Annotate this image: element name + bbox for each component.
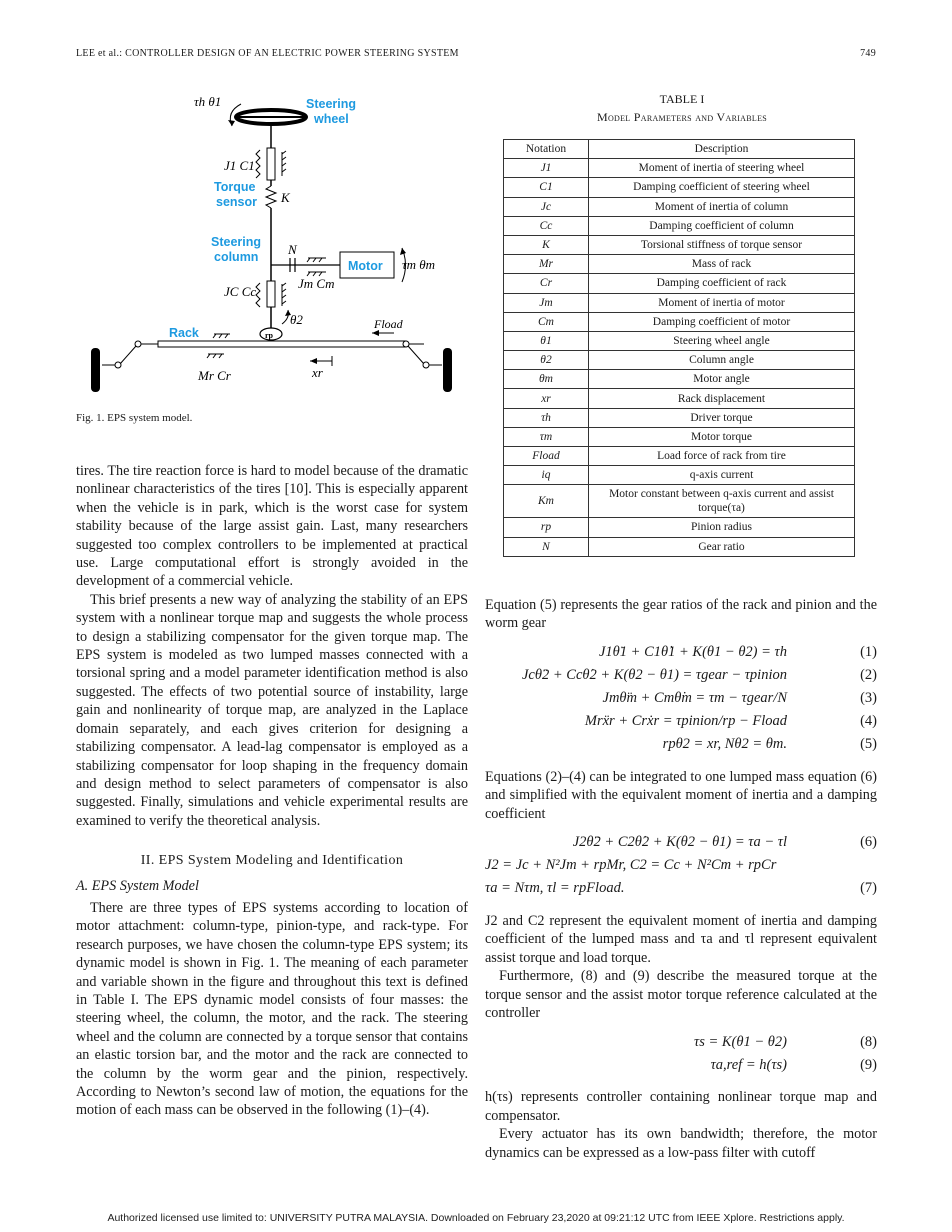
table-row (504, 351, 855, 370)
equation-number: (1) (860, 644, 877, 661)
paragraph: Equation (5) represents the gear ratios of the rack and pinion and the worm gear (485, 597, 877, 632)
description-cell: Moment of inertia of column (589, 197, 855, 216)
description-cell: Rack displacement (589, 389, 855, 408)
equation-body: τs = K(θ1 − θ2) (694, 1033, 787, 1050)
notation-cell: Cc (504, 216, 589, 235)
label-rack: Rack (169, 326, 199, 340)
label-torque-sensor-2: sensor (216, 195, 257, 209)
equation-group-1-5 (485, 641, 877, 756)
equation (485, 831, 877, 854)
notation-cell: Mr (504, 255, 589, 274)
paragraph: Every actuator has its own bandwidth; therefore, the motor dynamics can be expressed as a low-pass filter with cutoff (485, 1126, 877, 1161)
header-description: Description (589, 140, 855, 159)
equation-body: Jcθ̈2 + Ccθ̇2 + K(θ2 − θ1) = τgear − τpinion (522, 667, 787, 684)
table-row (504, 159, 855, 178)
description-cell: Damping coefficient of column (589, 216, 855, 235)
table-subtitle: Model Parameters and Variables (596, 110, 767, 124)
page-number: 749 (860, 48, 876, 59)
tire-left (91, 348, 100, 392)
description-cell: Pinion radius (589, 518, 855, 537)
label-fload: Fload (374, 317, 403, 331)
table-row (504, 178, 855, 197)
equation-number: (5) (860, 736, 877, 753)
equation (485, 687, 877, 710)
equation-body: τa,ref = h(τs) (710, 1056, 787, 1073)
shaft-block-lower (267, 281, 275, 307)
paragraph: h(τs) represents controller containing nonlinear torque map and compensator. (485, 1089, 877, 1124)
equation-body: rpθ2 = xr, Nθ2 = θm. (662, 736, 787, 753)
label-tau-m-theta-m: τm θm (402, 257, 436, 272)
table-header-row (504, 140, 855, 159)
label-steering-wheel-1: Steering (306, 97, 357, 111)
notation-cell: τm (504, 427, 589, 446)
table-row (504, 235, 855, 254)
description-cell: Motor torque (589, 427, 855, 446)
description-cell: Damping coefficient of rack (589, 274, 855, 293)
equation-number: (4) (860, 713, 877, 730)
shaft-block-upper (267, 148, 275, 180)
equation-body: τa = Nτm, τl = rpFload. (485, 880, 625, 897)
notation-cell: xr (504, 389, 589, 408)
equation (485, 877, 877, 900)
table-row (504, 427, 855, 446)
equation-group-8-9 (485, 1030, 877, 1076)
label-k: K (281, 190, 290, 205)
table-row (504, 389, 855, 408)
label-xr: xr (312, 365, 323, 380)
description-cell: Load force of rack from tire (589, 447, 855, 466)
header-notation: Notation (504, 140, 589, 159)
notation-cell: Cm (504, 312, 589, 331)
table-row (504, 466, 855, 485)
notation-cell: Km (504, 485, 589, 518)
label-theta2: θ2 (290, 312, 303, 327)
description-cell: Moment of inertia of steering wheel (589, 159, 855, 178)
label-j1c1: J1 C1 (224, 158, 255, 173)
label-rp: rp (265, 331, 273, 340)
equation-number: (7) (860, 880, 877, 897)
label-steering-column-1: Steering (211, 235, 262, 249)
description-cell: Motor angle (589, 370, 855, 389)
table-title: TABLE I (659, 92, 705, 106)
equation (485, 641, 877, 664)
description-cell: Torsional stiffness of torque sensor (589, 235, 855, 254)
notation-cell: Jm (504, 293, 589, 312)
equation (485, 1030, 877, 1053)
equation (485, 854, 877, 877)
equation-number: (9) (860, 1056, 877, 1073)
equation-body: J1θ̈1 + C1θ̇1 + K(θ1 − θ2) = τh (598, 644, 787, 661)
notation-cell: N (504, 537, 589, 556)
label-steering-wheel-2: wheel (314, 112, 349, 126)
damper-upper (256, 150, 260, 178)
table-row (504, 255, 855, 274)
notation-cell: Cr (504, 274, 589, 293)
notation-cell: θ2 (504, 351, 589, 370)
table-row (504, 370, 855, 389)
paragraph: There are three types of EPS systems according to location of motor attachment: column-type, pinion-type, and rack-type. For research purposes, we have chosen the column-type EPS system; its dynamic model is shown in Fig. 1. The meaning of each parameter and variable shown in the figure and throughout this text is defined in Table I. The EPS dynamic model consists of four masses: the steering wheel, the column, the motor, and the rack. The steering wheel and the column are connected by a torque sensor that contains an elastic torsion bar, and the motor and the rack are connected to the column by the worm gear and the pinion, respectively. According to Newton’s second law of motion, the equations for the motion of each mass can be observed in the following (1)–(4). (76, 899, 468, 1119)
description-cell: q-axis current (589, 466, 855, 485)
notation-cell: θm (504, 370, 589, 389)
equation-number: (6) (860, 834, 877, 851)
table-row (504, 216, 855, 235)
description-cell: Damping coefficient of steering wheel (589, 178, 855, 197)
label-steering-column-2: column (214, 250, 259, 264)
table-row (504, 274, 855, 293)
paragraph: Equations (2)–(4) can be integrated to one lumped mass equation (6) and simplified with the equivalent moment of inertia and a damping coefficient (485, 768, 877, 822)
table-row (504, 408, 855, 427)
joint-left-outer (115, 362, 121, 368)
equation-number: (8) (860, 1033, 877, 1050)
rack-bar (158, 341, 406, 347)
label-jccc: JC Cc (224, 284, 257, 299)
label-motor: Motor (348, 259, 383, 273)
paragraph: Furthermore, (8) and (9) describe the measured torque at the torque sensor and the assist motor torque reference calculated at the controller (485, 968, 877, 1022)
paragraph: J2 and C2 represent the equivalent moment of inertia and damping coefficient of the lumped mass and τa and τl represent equivalent assist torque and load torque. (485, 913, 877, 966)
description-cell: Column angle (589, 351, 855, 370)
equation-number: (2) (860, 667, 877, 684)
label-tau-theta1: τh θ1 (194, 94, 222, 109)
ground-lower (282, 283, 286, 306)
joint-right-outer (423, 362, 429, 368)
label-n: N (288, 242, 297, 257)
table-caption (487, 90, 877, 126)
description-cell: Mass of rack (589, 255, 855, 274)
table-row (504, 197, 855, 216)
torque-sensor-spring (266, 186, 276, 208)
subsection-title: A. EPS System Model (76, 877, 199, 894)
notation-cell: θ1 (504, 331, 589, 350)
equation-number: (3) (860, 690, 877, 707)
table-row (504, 331, 855, 350)
damper-lower (256, 283, 260, 307)
equation-body: Mrẍr + Crẋr = τpinion/rp − Fload (584, 713, 787, 730)
equation (485, 1053, 877, 1076)
table-row (504, 537, 855, 556)
left-column (76, 462, 468, 1120)
rack-ground-top (213, 334, 230, 338)
figure-caption: Fig. 1. EPS system model. (76, 412, 193, 424)
notation-cell: τh (504, 408, 589, 427)
equation-group-6-7 (485, 831, 877, 900)
equation (485, 710, 877, 733)
paragraph: This brief presents a new way of analyzing the stability of an EPS system with a nonlinear torque map and suggests the whole process to design a stabilizing compensator for the given torque map. The EPS system is modeled as two lumped masses connected with a torsional spring and a model parameter identification method is also suggested. The effects of two potential source of instability, large gain and nonlinearity of torque map, are analyzed in the Laplace domain separately, and each gives criterion for designing a stabilizing compensator. A lead-lag compensator is employed as a stabilizing compensator for loop shaping in the frequency domain and design method to select parameters of compensator is also suggested. Finally, simulations and vehicle experimental results are examined to verify the theoretical analysis. (76, 591, 468, 829)
notation-cell: J1 (504, 159, 589, 178)
ground-upper (282, 151, 286, 176)
label-mrcr: Mr Cr (198, 368, 231, 383)
description-cell: Damping coefficient of motor (589, 312, 855, 331)
notation-cell: Fload (504, 447, 589, 466)
license-footer: Authorized licensed use limited to: UNIVERSITY PUTRA MALAYSIA. Downloaded on February 23,2020 at 09:21:12 UTC from IEEE Xplore. Restrictions apply. (107, 1212, 845, 1224)
description-cell: Driver torque (589, 408, 855, 427)
equation-body: Jmθ̈m + Cmθ̇m = τm − τgear/N (602, 690, 787, 707)
notation-cell: K (504, 235, 589, 254)
paragraph: tires. The tire reaction force is hard to model because of the dramatic nonlinear characteristics of the tires [10]. This is especially apparent when the vehicle is in park, which is the worst case for system stability because of the large assist gain. Last, many researchers suggested too complex controllers to be implemented at practical use. Large computational effort is strongly avoided in the development of a commercial vehicle. (76, 463, 468, 590)
notation-cell: Jc (504, 197, 589, 216)
equation (485, 733, 877, 756)
notation-cell: rp (504, 518, 589, 537)
section-title: II. EPS System Modeling and Identification (140, 853, 404, 869)
notation-cell: iq (504, 466, 589, 485)
notation-cell: C1 (504, 178, 589, 197)
eps-system-figure (76, 88, 476, 408)
table-row (504, 447, 855, 466)
table-row (504, 518, 855, 537)
running-header: LEE et al.: CONTROLLER DESIGN OF AN ELECTRIC POWER STEERING SYSTEM (76, 48, 459, 59)
label-jmcm: Jm Cm (298, 276, 335, 291)
label-torque-sensor-1: Torque (214, 180, 256, 194)
motor-ground-top (307, 258, 326, 262)
rack-ground-bottom (207, 354, 224, 358)
equation-body: J2 = Jc + N²Jm + rpMr, C2 = Cc + N²Cm + rpCr (485, 857, 777, 874)
table-row (504, 293, 855, 312)
tire-right (443, 348, 452, 392)
description-cell: Steering wheel angle (589, 331, 855, 350)
right-column (485, 596, 877, 1162)
parameter-table (503, 139, 855, 557)
description-cell: Moment of inertia of motor (589, 293, 855, 312)
description-cell: Motor constant between q-axis current and assist torque(τa) (589, 485, 855, 518)
equation (485, 664, 877, 687)
description-cell: Gear ratio (589, 537, 855, 556)
table-row (504, 312, 855, 331)
table-row (504, 485, 855, 518)
equation-body: J2θ̈2 + C2θ̇2 + K(θ2 − θ1) = τa − τl (572, 834, 787, 851)
